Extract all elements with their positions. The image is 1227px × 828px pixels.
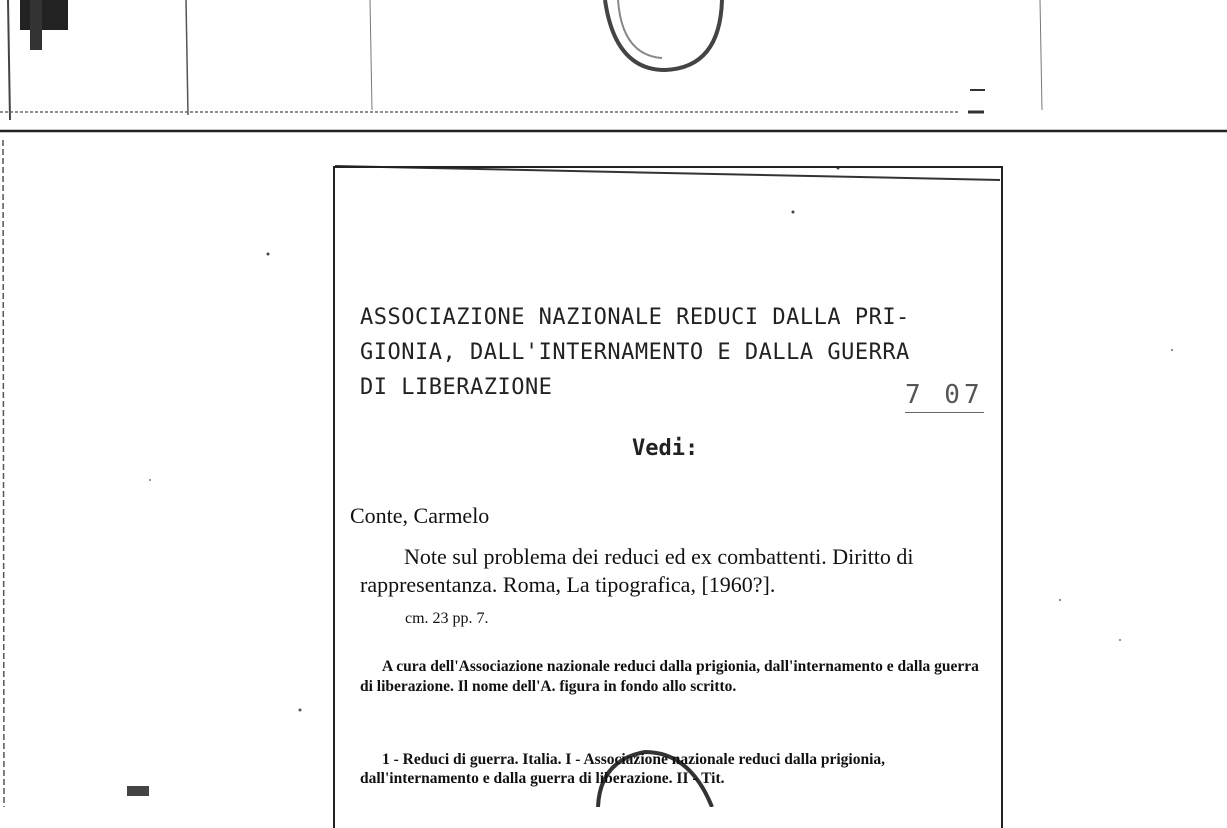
see-label: Vedi: [632,436,699,461]
top-stamp-arc [605,0,722,70]
note: A cura dell'Associazione nazionale reduci dalla prigionia, dall'internamento e dalla guerra di liberazione. Il nome dell'A. figura in fondo allo scritto. [360,658,979,695]
tracings: 1 - Reduci di guerra. Italia. I - Associazione nazionale reduci dalla prigionia, dall'internamento e dalla guerra di liberazione. II - Tit. [360,751,886,787]
title-entry: Note sul problema dei reduci ed ex combattenti. Diritto di rappresentanza. Roma, La tipografica, [1960?]. [360,544,914,597]
catalog-card [333,166,1003,828]
handwritten-number: 7 07 [905,380,984,413]
top-left-artifact [20,0,68,30]
author-name: Conte, Carmelo [350,503,490,528]
card-heading: ASSOCIAZIONE NAZIONALE REDUCI DALLA PRI- GIONIA, DALL'INTERNAMENTO E DALLA GUERRA DI LIBERAZIONE [360,305,910,400]
collation: cm. 23 pp. 7. [405,610,489,627]
bottom-left-artifact [127,786,149,796]
